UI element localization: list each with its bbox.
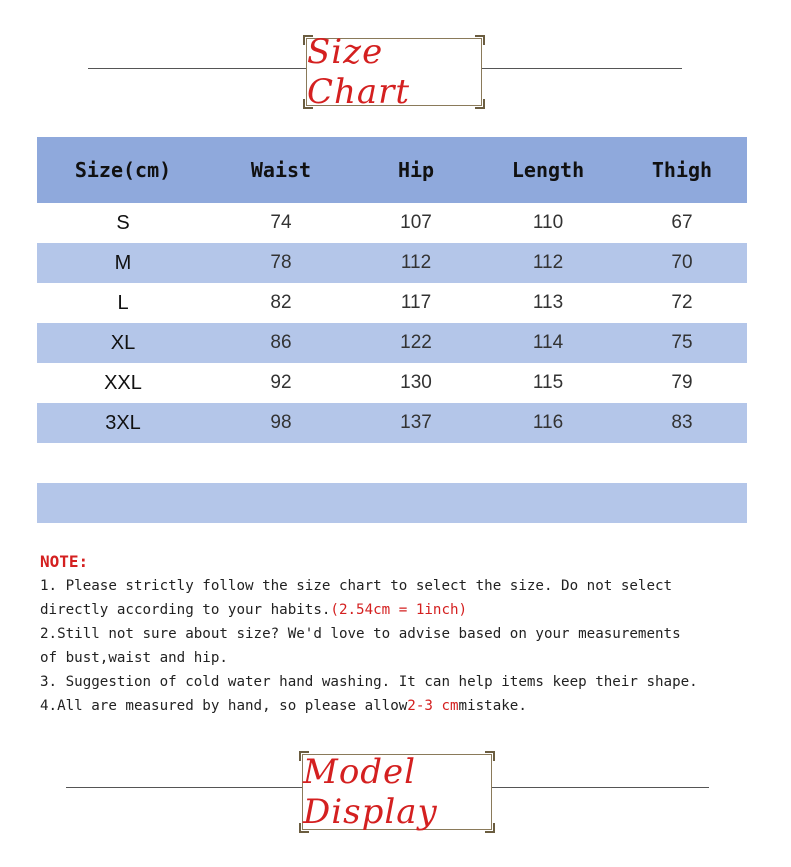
cell-size: 3XL bbox=[105, 411, 141, 434]
model-display-title: Model Display bbox=[303, 752, 438, 832]
note-heading: NOTE: bbox=[40, 552, 89, 571]
cell-size: XL bbox=[110, 331, 136, 354]
cell-size: L bbox=[117, 291, 129, 314]
header-waist: Waist bbox=[250, 158, 312, 182]
note-line-1b-text: directly according to your habits. bbox=[40, 602, 331, 618]
cell-hip: 137 bbox=[400, 412, 432, 433]
cell-hip: 117 bbox=[400, 292, 432, 313]
cell-thigh: 72 bbox=[671, 292, 693, 313]
cell-length: 110 bbox=[532, 212, 564, 233]
header-length: Length bbox=[511, 158, 585, 182]
cell-waist: 82 bbox=[270, 292, 292, 313]
note-line-1a: 1. Please strictly follow the size chart to select the size. Do not select bbox=[40, 578, 673, 594]
divider-left bbox=[66, 787, 304, 788]
cell-size: M bbox=[114, 251, 132, 274]
size-chart-banner bbox=[0, 32, 791, 112]
cell-thigh: 83 bbox=[671, 412, 693, 433]
empty-table-bar bbox=[37, 483, 747, 523]
table-row bbox=[37, 403, 747, 443]
cell-hip: 107 bbox=[400, 212, 432, 233]
divider-left bbox=[88, 68, 306, 69]
header-size: Size(cm) bbox=[74, 158, 172, 182]
cell-hip: 112 bbox=[400, 252, 432, 273]
cell-size: S bbox=[116, 211, 130, 234]
divider-right bbox=[490, 787, 709, 788]
size-chart-title: Size Chart bbox=[307, 32, 411, 112]
cell-length: 114 bbox=[532, 332, 564, 353]
note-line-3: 3. Suggestion of cold water hand washing. It can help items keep their shape. bbox=[40, 674, 698, 690]
cell-waist: 86 bbox=[270, 332, 292, 353]
model-display-banner bbox=[0, 752, 791, 832]
table-row bbox=[37, 283, 747, 323]
cell-waist: 92 bbox=[270, 372, 292, 393]
note-line-4-post: mistake. bbox=[458, 698, 527, 714]
table-header-row bbox=[37, 137, 747, 203]
cell-length: 113 bbox=[532, 292, 564, 313]
note-line-4 bbox=[40, 694, 760, 718]
model-display-frame bbox=[302, 754, 492, 830]
size-table bbox=[37, 137, 747, 443]
note-line-1b bbox=[40, 598, 760, 622]
size-chart-frame bbox=[306, 32, 482, 112]
cell-size: XXL bbox=[104, 371, 142, 394]
note-tolerance: 2-3 cm bbox=[407, 698, 459, 714]
cell-thigh: 70 bbox=[671, 252, 693, 273]
header-hip: Hip bbox=[397, 158, 435, 182]
cell-thigh: 79 bbox=[671, 372, 693, 393]
cell-hip: 130 bbox=[400, 372, 432, 393]
cell-thigh: 75 bbox=[671, 332, 693, 353]
cell-thigh: 67 bbox=[671, 212, 693, 233]
divider-right bbox=[481, 68, 682, 69]
note-line-2b: of bust,waist and hip. bbox=[40, 650, 228, 666]
note-inch-conversion: (2.54cm = 1inch) bbox=[330, 602, 468, 618]
table-row bbox=[37, 323, 747, 363]
table-row bbox=[37, 243, 747, 283]
cell-length: 115 bbox=[532, 372, 564, 393]
note-line-4-pre: 4.All are measured by hand, so please allow bbox=[40, 698, 408, 714]
cell-waist: 78 bbox=[270, 252, 292, 273]
cell-length: 116 bbox=[532, 412, 564, 433]
cell-waist: 98 bbox=[270, 412, 292, 433]
table-row bbox=[37, 363, 747, 403]
cell-length: 112 bbox=[532, 252, 564, 273]
cell-waist: 74 bbox=[270, 212, 292, 233]
table-row bbox=[37, 203, 747, 243]
header-thigh: Thigh bbox=[651, 158, 713, 182]
cell-hip: 122 bbox=[400, 332, 432, 353]
note-line-2a: 2.Still not sure about size? We'd love to advise based on your measurements bbox=[40, 626, 681, 642]
notes-section bbox=[40, 550, 760, 718]
